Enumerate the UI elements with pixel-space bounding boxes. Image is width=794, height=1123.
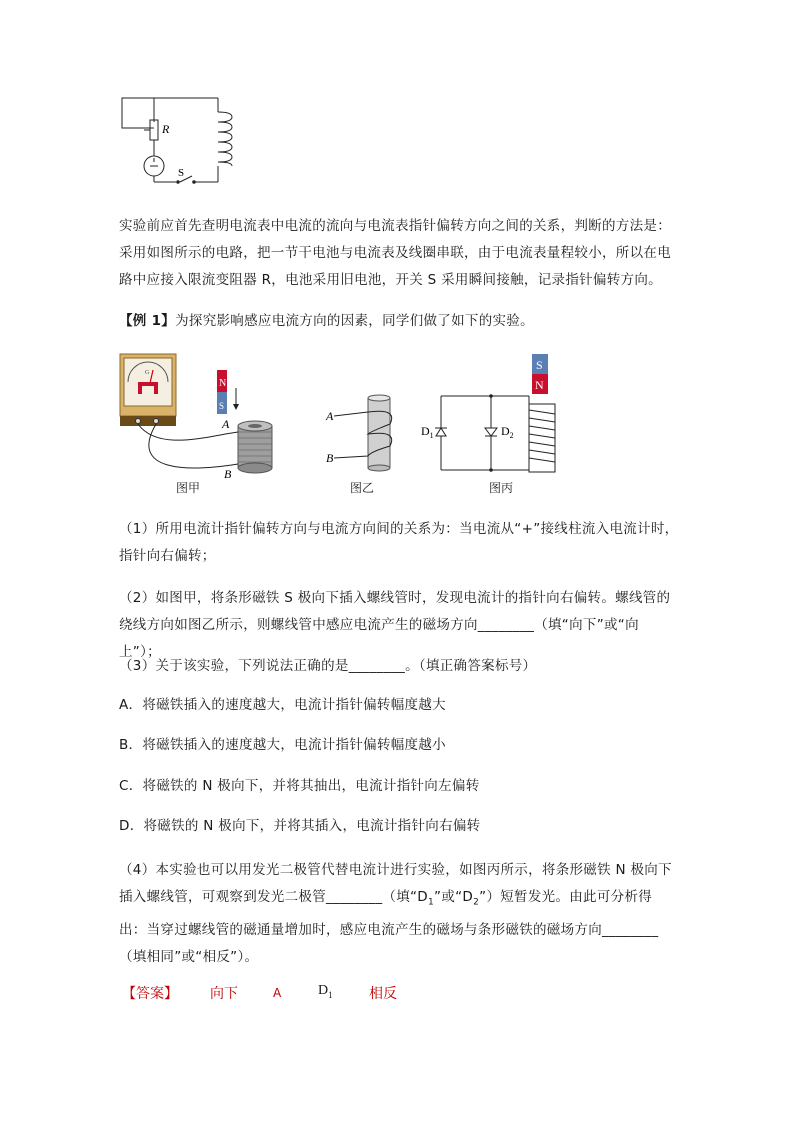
jia-label-b: B: [224, 467, 232, 481]
figure-bing-caption: 图丙: [489, 481, 514, 495]
figure-bing: [415, 352, 565, 498]
option-d: D．将磁铁的 N 极向下，并将其插入，电流计指针向右偏转: [119, 818, 481, 834]
option-c: C．将磁铁的 N 极向下，并将其抽出，电流计指针向左偏转: [119, 778, 480, 794]
magnet-s-label: S: [219, 401, 225, 411]
question-1: （1）所用电流计指针偏转方向与电流方向间的关系为：当电流从“+”接线柱流入电流计时，指针向右偏转；: [119, 521, 679, 564]
yi-label-b: B: [326, 451, 334, 465]
circuit-diagram: [118, 92, 248, 188]
option-b: B．将磁铁插入的速度越大，电流计指针偏转幅度越小: [119, 737, 446, 753]
figure-jia-caption: 图甲: [176, 481, 201, 495]
example-stem: 为探究影响感应电流方向的因素，同学们做了如下的实验。: [175, 313, 534, 329]
example-tag: 【例 1】: [119, 313, 176, 329]
bing-magnet-s: S: [536, 358, 543, 372]
answer-label: 【答案】: [122, 986, 178, 1002]
question-2: （2）如图甲，将条形磁铁 S 极向下插入螺线管时，发现电流计的指针向右偏转。螺线管的绕线方向如图乙所示，则螺线管中感应电流产生的磁场方向________（填“向下”或“向上”）；: [119, 590, 671, 660]
yi-label-a: A: [326, 409, 334, 423]
option-a: A．将磁铁插入的速度越大，电流计指针偏转幅度越大: [119, 697, 446, 713]
figure-yi-caption: 图乙: [350, 481, 375, 495]
magnet-n-label: N: [219, 378, 227, 389]
answer-1: 向下: [210, 986, 238, 1002]
example-heading: [119, 308, 679, 335]
answer-3: $D_1$: [318, 983, 333, 1000]
resistor-label: R: [162, 122, 170, 136]
jia-label-a: A: [222, 417, 230, 431]
answer-2: A: [273, 986, 282, 1000]
switch-label: S: [178, 167, 185, 179]
answer-4: 相反: [369, 986, 397, 1002]
intro-paragraph: 实验前应首先查明电流表中电流的流向与电流表指针偏转方向之间的关系，判断的方法是：采用如图所示的电路，把一节干电池与电流表及线圈串联，由于电流表量程较小，所以在电路中应接入限流变阻器 R，电池采用旧电池，开关 S 采用瞬间接触，记录指针偏转方向。: [119, 218, 671, 288]
bing-d1: $D_1$: [421, 424, 434, 440]
figure-jia: [118, 352, 283, 498]
question-4: （4）本实验也可以用发光二极管代替电流计进行实验，如图丙所示，将条形磁铁 N 极向下插入螺线管，可观察到发光二极管________（填“$D_1$”或“$D_2$”）短暂发光。由此可分析得出：当穿过螺线管的磁通量增加时，感应电流产生的磁场与条形磁铁的磁场方向________（填相同”或“相反”）。: [119, 862, 672, 965]
meter-letter: G: [145, 370, 150, 376]
bing-magnet-n: N: [535, 378, 544, 392]
question-3: （3）关于该实验，下列说法正确的是________。（填正确答案标号）: [119, 658, 537, 674]
bing-d2: $D_2$: [501, 424, 514, 440]
figure-yi: [320, 352, 410, 498]
